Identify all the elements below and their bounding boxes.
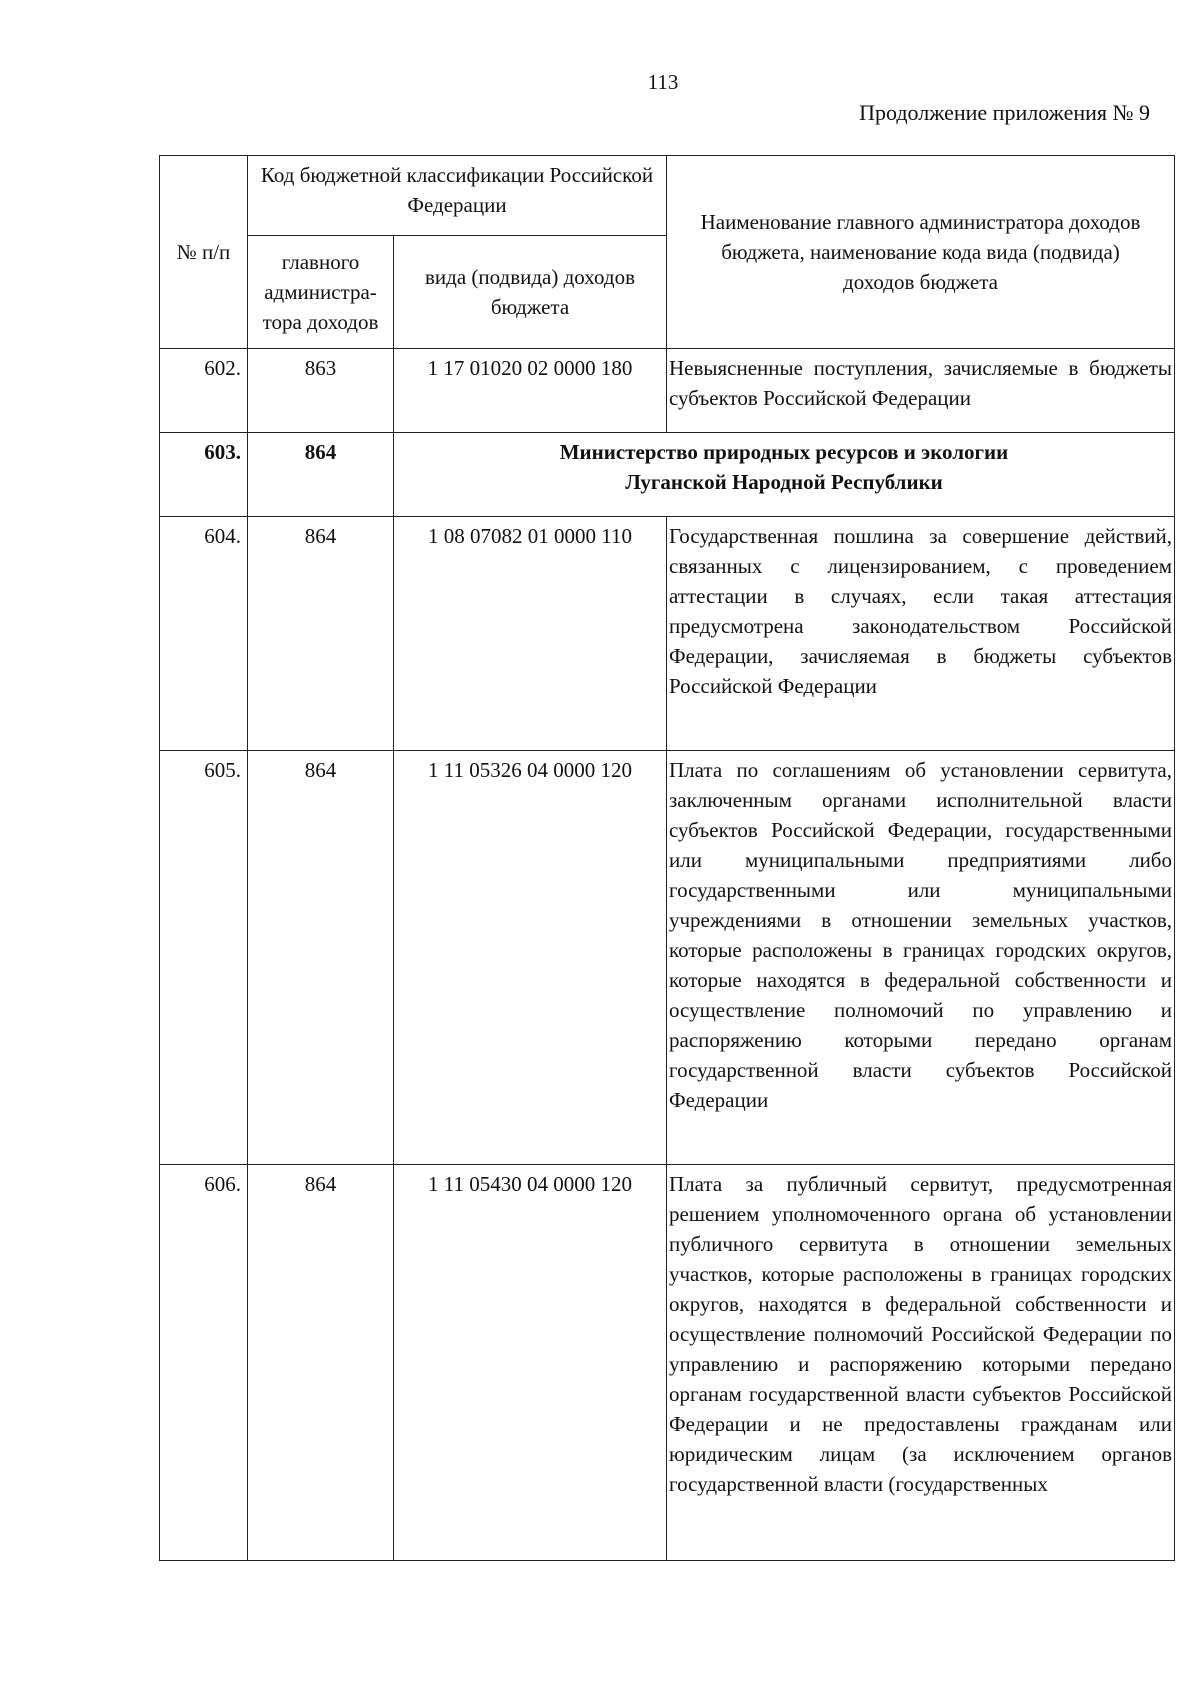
header-kind: вида (подвида) доходов бюджета [394, 236, 667, 349]
row-income-code: 1 17 01020 02 0000 180 [394, 349, 667, 433]
table-row [160, 751, 1175, 1165]
header-row-top [160, 156, 1175, 236]
ministry-name [394, 433, 1175, 517]
table-row [160, 517, 1175, 751]
row-admin-code: 864 [248, 751, 394, 1165]
row-num: 603. [160, 433, 248, 517]
header-num: № п/п [160, 156, 248, 349]
row-num: 604. [160, 517, 248, 751]
continuation-note: Продолжение приложения № 9 [859, 100, 1150, 125]
table-row [160, 1165, 1175, 1561]
header-name: Наименование главного администратора доходов бюджета, наименование кода вида (подвида) доходов бюджета [667, 156, 1175, 349]
row-income-code: 1 08 07082 01 0000 110 [394, 517, 667, 751]
row-num: 605. [160, 751, 248, 1165]
page-number: 113 [647, 70, 679, 94]
row-admin-code: 864 [248, 433, 394, 517]
row-description: Плата по соглашениям об установлении сервитута, заключенным органами исполнительной власти субъектов Российской Федерации, государственными или муниципальными предприятиями либо государственными или муниципальными учреждениями в отношении земельных участков, которые расположены в границах городских округов, которые находятся в федеральной собственности и осуществление полномочий по управлению и распоряжению которыми передано органам государственной власти субъектов Российской Федерации [667, 751, 1175, 1165]
ministry-name-line1: Министерство природных ресурсов и экологии [559, 440, 1009, 464]
row-description: Государственная пошлина за совершение действий, связанных с лицензированием, с проведением аттестации в случаях, если такая аттестация предусмотрена законодательством Российской Федерации, зачисляемая в бюджеты субъектов Российской Федерации [667, 517, 1175, 751]
header-admin: главного администра-тора доходов [248, 236, 394, 349]
row-income-code: 1 11 05326 04 0000 120 [394, 751, 667, 1165]
table-row [160, 349, 1175, 433]
row-admin-code: 864 [248, 517, 394, 751]
table-row-ministry [160, 433, 1175, 517]
row-description: Плата за публичный сервитут, предусмотренная решением уполномоченного органа об установлении публичного сервитута в отношении земельных участков, которые расположены в границах городских округов, находятся в федеральной собственности и осуществление полномочий Российской Федерации по управлению и распоряжению которыми передано органам государственной власти субъектов Российской Федерации и не предоставлены гражданам или юридическим лицам (за исключением органов государственной власти (государственных [667, 1165, 1175, 1561]
row-num: 606. [160, 1165, 248, 1561]
revenue-table [159, 155, 1175, 1561]
row-admin-code: 864 [248, 1165, 394, 1561]
row-income-code: 1 11 05430 04 0000 120 [394, 1165, 667, 1561]
row-num: 602. [160, 349, 248, 433]
row-description: Невыясненные поступления, зачисляемые в бюджеты субъектов Российской Федерации [667, 349, 1175, 433]
ministry-name-line2: Луганской Народной Республики [625, 470, 943, 494]
row-admin-code: 863 [248, 349, 394, 433]
header-code-group: Код бюджетной классификации Российской Федерации [248, 156, 667, 236]
